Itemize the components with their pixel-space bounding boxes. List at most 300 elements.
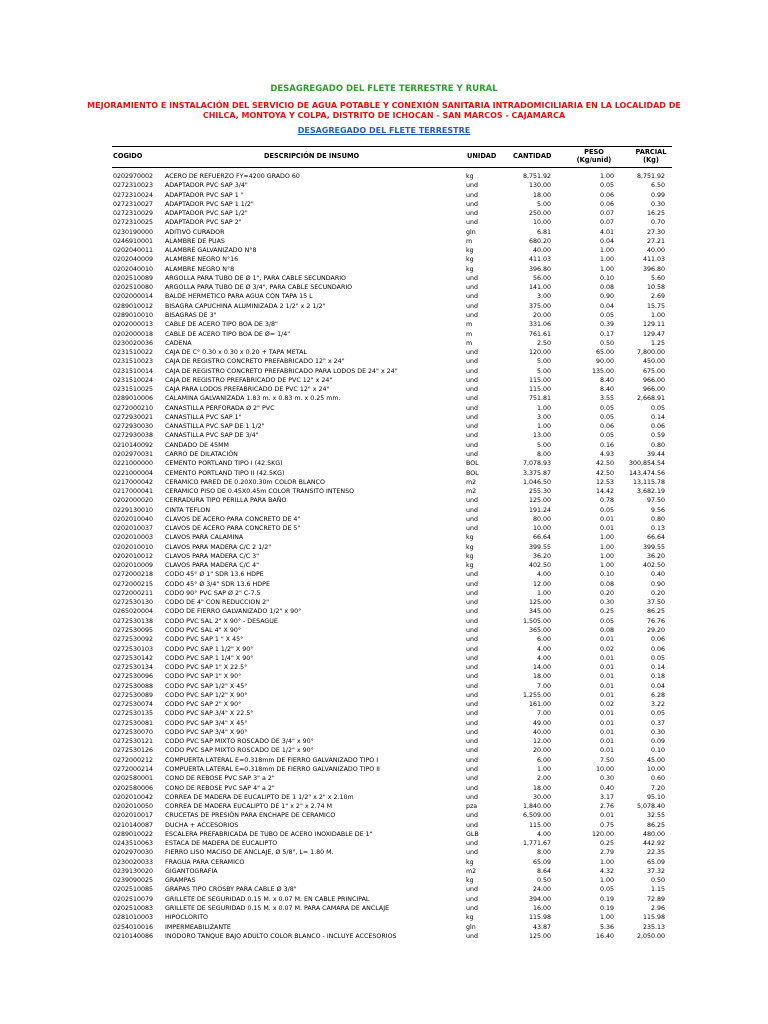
cell-description: CLAVOS DE ACERO PARA CONCRETO DE 4": [165, 515, 301, 523]
cell-unit: und: [466, 293, 478, 301]
cell-code: 0202040009: [113, 256, 154, 264]
cell-code: 0229130010: [113, 506, 154, 514]
cell-quantity: 4.00: [536, 830, 551, 838]
header-description: DESCRIPCIÓN DE INSUMO: [264, 152, 360, 160]
cell-quantity: 2.50: [536, 339, 551, 347]
cell-weight: 1.00: [599, 256, 614, 264]
cell-unit: und: [466, 812, 478, 820]
cell-weight: 0.01: [599, 654, 614, 662]
cell-weight: 0.05: [599, 886, 614, 894]
cell-code: 0272530074: [113, 701, 154, 709]
cell-partial: 2.96: [650, 904, 665, 912]
table-row: [0, 533, 768, 542]
cell-unit: und: [466, 302, 478, 310]
cell-quantity: 30.00: [532, 793, 551, 801]
cell-quantity: 125.00: [528, 932, 551, 940]
cell-unit: und: [466, 645, 478, 653]
table-row: [0, 700, 768, 709]
cell-partial: 450.00: [642, 358, 665, 366]
cell-code: 0202000014: [113, 293, 154, 301]
table-row: [0, 784, 768, 793]
cell-unit: und: [466, 395, 478, 403]
cell-description: CRUCETAS DE PRESIÓN PARA ENCHAPE DE CERAMICO: [165, 812, 336, 820]
cell-unit: m2: [466, 867, 477, 875]
cell-partial: 0.70: [650, 219, 665, 227]
cell-partial: 6.50: [650, 182, 665, 190]
cell-weight: 65.00: [595, 349, 614, 357]
cell-quantity: 375.00: [528, 302, 551, 310]
cell-code: 0272530070: [113, 728, 154, 736]
table-row: [0, 552, 768, 561]
cell-unit: und: [466, 895, 478, 903]
cell-unit: und: [466, 840, 478, 848]
cell-quantity: 16.00: [532, 904, 551, 912]
cell-unit: und: [466, 636, 478, 644]
table-row: [0, 561, 768, 570]
cell-weight: 0.16: [599, 441, 614, 449]
cell-weight: 0.25: [599, 840, 614, 848]
cell-code: 0202010003: [113, 534, 154, 542]
cell-code: 0202000018: [113, 330, 154, 338]
cell-unit: kg: [466, 256, 474, 264]
cell-code: 0272000210: [113, 404, 154, 412]
cell-code: 0272530134: [113, 664, 154, 672]
cell-quantity: 411.03: [528, 256, 551, 264]
cell-description: ESCALERA PREFABRICADA DE TUBO DE ACERO INOXIDABLE DE 1": [165, 830, 373, 838]
cell-unit: kg: [466, 552, 474, 560]
cell-partial: 2,050.00: [636, 932, 665, 940]
cell-partial: 72.89: [646, 895, 665, 903]
table-row: [0, 607, 768, 616]
cell-code: 0281010003: [113, 914, 154, 922]
table-row: [0, 876, 768, 885]
cell-code: 0231510023: [113, 358, 154, 366]
cell-description: CAJA DE REGISTRO CONCRETO PREFABRICADO PARA LODOS DE 24" x 24": [165, 367, 398, 375]
cell-quantity: 10.00: [532, 525, 551, 533]
cell-quantity: 761.61: [528, 330, 551, 338]
cell-quantity: 12.00: [532, 738, 551, 746]
table-row: [0, 654, 768, 663]
table-row: [0, 570, 768, 579]
cell-weight: 8.40: [599, 376, 614, 384]
cell-weight: 0.07: [599, 210, 614, 218]
cell-partial: 7.20: [650, 784, 665, 792]
cell-weight: 42.50: [595, 469, 614, 477]
cell-code: 0202510083: [113, 904, 154, 912]
table-row: [0, 218, 768, 227]
cell-code: 0202970031: [113, 450, 154, 458]
cell-weight: 1.00: [599, 877, 614, 885]
cell-unit: und: [466, 728, 478, 736]
cell-quantity: 5.00: [536, 367, 551, 375]
table-row: [0, 672, 768, 681]
cell-code: 0272930030: [113, 423, 154, 431]
table-row: [0, 858, 768, 867]
cell-weight: 0.05: [599, 404, 614, 412]
cell-description: ADITIVO CURADOR: [165, 228, 225, 236]
cell-description: COMPUERTA LATERAL E=0.318mm DE FIERRO GALVANIZADO TIPO II: [165, 766, 380, 773]
table-row: [0, 756, 768, 765]
cell-partial: 0.80: [650, 515, 665, 523]
cell-partial: 675.00: [642, 367, 665, 375]
cell-unit: und: [466, 580, 478, 588]
cell-partial: 9.56: [650, 506, 665, 514]
cell-quantity: 115.00: [528, 821, 551, 829]
cell-unit: und: [466, 784, 478, 792]
cell-code: 0272310027: [113, 200, 154, 208]
cell-unit: und: [466, 747, 478, 755]
cell-description: CONO DE REBOSE PVC SAP 4" a 2": [165, 784, 275, 792]
cell-partial: 1.25: [650, 339, 665, 347]
cell-description: CODO 45° Ø 3/4" SDR 13.6 HDPE: [165, 580, 270, 588]
cell-partial: 2.69: [650, 293, 665, 301]
cell-partial: 0.99: [650, 191, 665, 199]
cell-description: CERAMICO PISO DE 0.45X0.45m COLOR TRANSITO INTENSO: [165, 488, 355, 496]
table-row: [0, 626, 768, 635]
cell-partial: 0.20: [650, 589, 665, 597]
cell-description: CORREA DE MADERA DE EUCALIPTO DE 1 1/2" x 2" x 2.10m: [165, 793, 354, 801]
table-row: [0, 237, 768, 246]
table-row: [0, 691, 768, 700]
cell-partial: 95.10: [646, 793, 665, 801]
cell-quantity: 255.30: [528, 488, 551, 496]
cell-partial: 66.64: [646, 534, 665, 542]
cell-weight: 0.25: [599, 608, 614, 616]
cell-code: 0210140087: [113, 821, 154, 829]
cell-partial: 2,668.91: [636, 395, 665, 403]
cell-partial: 0.50: [650, 877, 665, 885]
cell-weight: 42.50: [595, 460, 614, 468]
cell-quantity: 402.50: [528, 562, 551, 570]
cell-unit: m2: [466, 488, 477, 496]
cell-quantity: 43.87: [532, 923, 551, 931]
cell-unit: und: [466, 367, 478, 375]
cell-unit: gln: [466, 228, 476, 236]
cell-description: ACERO DE REFUERZO FY=4200 GRADO 60: [165, 173, 300, 180]
cell-quantity: 130.00: [528, 182, 551, 190]
cell-partial: 0.05: [650, 654, 665, 662]
cell-code: 0272530103: [113, 645, 154, 653]
cell-partial: 13,115.78: [632, 478, 665, 486]
cell-quantity: 8.64: [536, 867, 551, 875]
cell-weight: 0.10: [599, 274, 614, 282]
cell-weight: 4.32: [599, 867, 614, 875]
table-row: [0, 923, 768, 932]
cell-weight: 4.93: [599, 450, 614, 458]
cell-quantity: 18.00: [532, 673, 551, 681]
cell-partial: 0.13: [650, 525, 665, 533]
cell-weight: 120.00: [591, 830, 614, 838]
cell-partial: 442.92: [642, 840, 665, 848]
cell-code: 0231510024: [113, 376, 154, 384]
cell-partial: 5,078.40: [636, 803, 665, 811]
table-row: [0, 274, 768, 283]
cell-code: 0217000042: [113, 478, 154, 486]
cell-quantity: 18.00: [532, 784, 551, 792]
cell-description: CARRO DE DILATACIÓN: [165, 450, 238, 458]
cell-unit: und: [466, 191, 478, 199]
cell-weight: 0.01: [599, 719, 614, 727]
table-row: [0, 209, 768, 218]
cell-weight: 16.40: [595, 932, 614, 940]
cell-description: ADAPTADOR PVC SAP 2": [165, 219, 242, 227]
cell-description: CODO PVC SAP 1 1/4" X 90°: [165, 654, 254, 662]
cell-quantity: 8.00: [536, 849, 551, 857]
cell-code: 0239130020: [113, 867, 154, 875]
cell-description: CORREA DE MADERA EUCALIPTO DE 1" x 2" x 2.74 M: [165, 803, 333, 811]
cell-code: 0202010040: [113, 515, 154, 523]
cell-description: CLAVOS PARA CALAMINA: [165, 534, 244, 542]
cell-partial: 143,474.56: [628, 469, 665, 477]
cell-unit: und: [466, 441, 478, 449]
cell-partial: 32.55: [646, 812, 665, 820]
cell-partial: 0.05: [650, 710, 665, 718]
cell-weight: 0.06: [599, 191, 614, 199]
cell-code: 0272310024: [113, 191, 154, 199]
cell-weight: 1.00: [599, 552, 614, 560]
cell-unit: und: [466, 599, 478, 607]
cell-code: 0272530135: [113, 710, 154, 718]
cell-unit: BOL: [466, 460, 479, 468]
cell-code: 0202000013: [113, 321, 154, 329]
cell-code: 0221000004: [113, 469, 154, 477]
cell-unit: und: [466, 608, 478, 616]
cell-weight: 0.02: [599, 645, 614, 653]
cell-description: ARGOLLA PARA TUBO DE Ø 3/4", PARA CABLE SECUNDARIO: [165, 284, 353, 292]
cell-description: CAJA DE REGISTRO PREFABRICADO DE PVC 12" x 24": [165, 376, 333, 384]
cell-description: ESTACA DE MADERA DE EUCALIPTO: [165, 840, 278, 848]
table-row: [0, 394, 768, 403]
cell-quantity: 115.00: [528, 376, 551, 384]
cell-code: 0202510079: [113, 895, 154, 903]
cell-unit: und: [466, 358, 478, 366]
cell-weight: 10.00: [595, 766, 614, 773]
cell-weight: 0.75: [599, 821, 614, 829]
cell-code: 0272930038: [113, 432, 154, 440]
cell-quantity: 56.00: [532, 274, 551, 282]
cell-description: BISAGRAS DE 3": [165, 311, 217, 319]
cell-weight: 0.10: [599, 571, 614, 579]
table-row: [0, 330, 768, 339]
cell-partial: 3,682.19: [636, 488, 665, 496]
cell-partial: 10.58: [646, 284, 665, 292]
cell-description: ALAMBRE NEGRO N°16: [165, 256, 239, 264]
cell-quantity: 4.00: [536, 654, 551, 662]
cell-quantity: 65.09: [532, 858, 551, 866]
cell-code: 0230020036: [113, 339, 154, 347]
cell-partial: 966.00: [642, 376, 665, 384]
project-name-line-1: MEJORAMIENTO E INSTALACIÓN DEL SERVICIO DE AGUA POTABLE Y CONEXIÓN SANITARIA INTRADOMICILIARIA EN LA LOCALIDAD DE: [87, 101, 681, 110]
cell-weight: 0.01: [599, 747, 614, 755]
cell-code: 0272310023: [113, 182, 154, 190]
table-row: [0, 320, 768, 329]
cell-code: 0202010037: [113, 525, 154, 533]
cell-description: FRAGUA PARA CERAMICO: [165, 858, 245, 866]
cell-code: 0202010009: [113, 562, 154, 570]
cell-code: 0202970030: [113, 849, 154, 857]
cell-code: 0272530081: [113, 719, 154, 727]
cell-code: 0202580001: [113, 775, 154, 783]
cell-partial: 0.30: [650, 200, 665, 208]
cell-description: GRILLETE DE SEGURIDAD 0.15 M. x 0.07 M. PARA CAMARA DE ANCLAJE: [165, 904, 390, 912]
cell-quantity: 80.00: [532, 515, 551, 523]
cell-weight: 5.36: [599, 923, 614, 931]
cell-unit: und: [466, 376, 478, 384]
table-row: [0, 839, 768, 848]
header-quantity: CANTIDAD: [513, 152, 552, 160]
cell-weight: 0.01: [599, 636, 614, 644]
cell-description: CODO PVC SAP 1/2" X 45°: [165, 682, 248, 690]
cell-quantity: 1.00: [536, 766, 551, 773]
cell-code: 0202010010: [113, 543, 154, 551]
cell-description: CANDADO DE 45MM: [165, 441, 229, 449]
header-weight: [575, 149, 613, 164]
cell-unit: und: [466, 432, 478, 440]
cell-weight: 12.53: [595, 478, 614, 486]
table-row: [0, 172, 768, 181]
table-row: [0, 867, 768, 876]
cell-weight: 4.01: [599, 228, 614, 236]
cell-weight: 0.08: [599, 580, 614, 588]
cell-weight: 3.17: [599, 793, 614, 801]
cell-quantity: 1,840.00: [522, 803, 551, 811]
cell-description: ADAPTADOR PVC SAP 1 1/2": [165, 200, 254, 208]
cell-weight: 0.04: [599, 302, 614, 310]
cell-description: CANASTILLA PVC SAP DE 1 1/2": [165, 423, 265, 431]
cell-quantity: 1.00: [536, 589, 551, 597]
cell-code: 0202010042: [113, 793, 154, 801]
cell-weight: 0.05: [599, 311, 614, 319]
cell-quantity: 331.06: [528, 321, 551, 329]
cell-quantity: 345.00: [528, 608, 551, 616]
cell-description: GIGANTOGRAFIA: [165, 867, 218, 875]
cell-unit: und: [466, 719, 478, 727]
cell-quantity: 7.00: [536, 682, 551, 690]
project-name: [0, 101, 768, 121]
cell-weight: 0.50: [599, 339, 614, 347]
table-row: [0, 339, 768, 348]
cell-partial: 0.06: [650, 636, 665, 644]
cell-partial: 402.50: [642, 562, 665, 570]
cell-description: GRILLETE DE SEGURIDAD 0.15 M. x 0.07 M. EN CABLE PRINCIPAL: [165, 895, 370, 903]
cell-weight: 2.76: [599, 803, 614, 811]
cell-unit: m: [466, 321, 473, 329]
cell-description: CODO PVC SAL 2" X 90° - DESAGUE: [165, 617, 278, 625]
table-row: [0, 283, 768, 292]
cell-weight: 0.39: [599, 321, 614, 329]
table-row: [0, 191, 768, 200]
cell-description: IMPERMEABILIZANTE: [165, 923, 231, 931]
cell-partial: 0.59: [650, 432, 665, 440]
cell-weight: 0.20: [599, 589, 614, 597]
cell-unit: m: [466, 339, 473, 347]
cell-unit: und: [466, 849, 478, 857]
cell-code: 0202510085: [113, 886, 154, 894]
cell-unit: und: [466, 821, 478, 829]
cell-description: CANASTILLA PVC SAP DE 3/4": [165, 432, 259, 440]
cell-partial: 0.04: [650, 682, 665, 690]
cell-code: 0202010050: [113, 803, 154, 811]
header-unit: UNIDAD: [467, 152, 497, 160]
cell-code: 0272000215: [113, 580, 154, 588]
cell-weight: 0.08: [599, 284, 614, 292]
table-row: [0, 181, 768, 190]
cell-code: 0239090025: [113, 877, 154, 885]
table-row: [0, 200, 768, 209]
table-row: [0, 811, 768, 820]
cell-partial: 15.75: [646, 302, 665, 310]
cell-unit: und: [466, 589, 478, 597]
header-partial-line-2: (Kg): [643, 155, 659, 164]
cell-weight: 1.00: [599, 858, 614, 866]
cell-quantity: 1,046.50: [522, 478, 551, 486]
table-row: [0, 746, 768, 755]
cell-code: 0272530095: [113, 627, 154, 635]
cell-weight: 0.01: [599, 525, 614, 533]
cell-unit: kg: [466, 534, 474, 542]
cell-unit: und: [466, 200, 478, 208]
table-row: [0, 496, 768, 505]
cell-partial: 396.80: [642, 265, 665, 273]
cell-partial: 40.00: [646, 247, 665, 255]
cell-weight: 0.05: [599, 617, 614, 625]
cell-unit: und: [466, 274, 478, 282]
table-row: [0, 478, 768, 487]
cell-description: DUCHA + ACCESORIOS: [165, 821, 239, 829]
cell-code: 0289010010: [113, 311, 154, 319]
cell-code: 0202040011: [113, 247, 154, 255]
cell-code: 0202010012: [113, 552, 154, 560]
cell-code: 0272530089: [113, 691, 154, 699]
cell-unit: m: [466, 237, 473, 245]
cell-partial: 235.13: [642, 923, 665, 931]
cell-unit: und: [466, 386, 478, 394]
cell-unit: und: [466, 450, 478, 458]
cell-unit: und: [466, 775, 478, 783]
cell-description: CODO DE 4" CON REDUCCION 2": [165, 599, 269, 607]
cell-code: 0210140092: [113, 441, 154, 449]
cell-description: ADAPTADOR PVC SAP 1/2": [165, 210, 248, 218]
cell-description: CERRADURA TIPO PERILLA PARA BAÑO: [165, 497, 287, 505]
cell-weight: 0.06: [599, 423, 614, 431]
cell-unit: und: [466, 506, 478, 514]
cell-partial: 0.60: [650, 775, 665, 783]
cell-partial: 0.37: [650, 719, 665, 727]
cell-description: CLAVOS PARA MADERA C/C 3": [165, 552, 260, 560]
cell-unit: und: [466, 654, 478, 662]
cell-quantity: 6.00: [536, 756, 551, 764]
cell-code: 0272930021: [113, 413, 154, 421]
cell-code: 0272000214: [113, 766, 154, 773]
cell-weight: 0.04: [599, 237, 614, 245]
cell-description: CLAVOS DE ACERO PARA CONCRETO DE 5": [165, 525, 301, 533]
cell-quantity: 36.20: [532, 552, 551, 560]
cell-quantity: 7,078.93: [522, 460, 551, 468]
cell-unit: und: [466, 738, 478, 746]
cell-code: 0202010017: [113, 812, 154, 820]
cell-partial: 0.06: [650, 645, 665, 653]
cell-partial: 45.00: [646, 756, 665, 764]
table-row: [0, 895, 768, 904]
table-row: [0, 459, 768, 468]
cell-quantity: 125.00: [528, 599, 551, 607]
cell-unit: und: [466, 691, 478, 699]
table-row: [0, 913, 768, 922]
cell-quantity: 4.00: [536, 571, 551, 579]
cell-quantity: 6.00: [536, 636, 551, 644]
cell-partial: 0.80: [650, 441, 665, 449]
cell-weight: 0.17: [599, 330, 614, 338]
